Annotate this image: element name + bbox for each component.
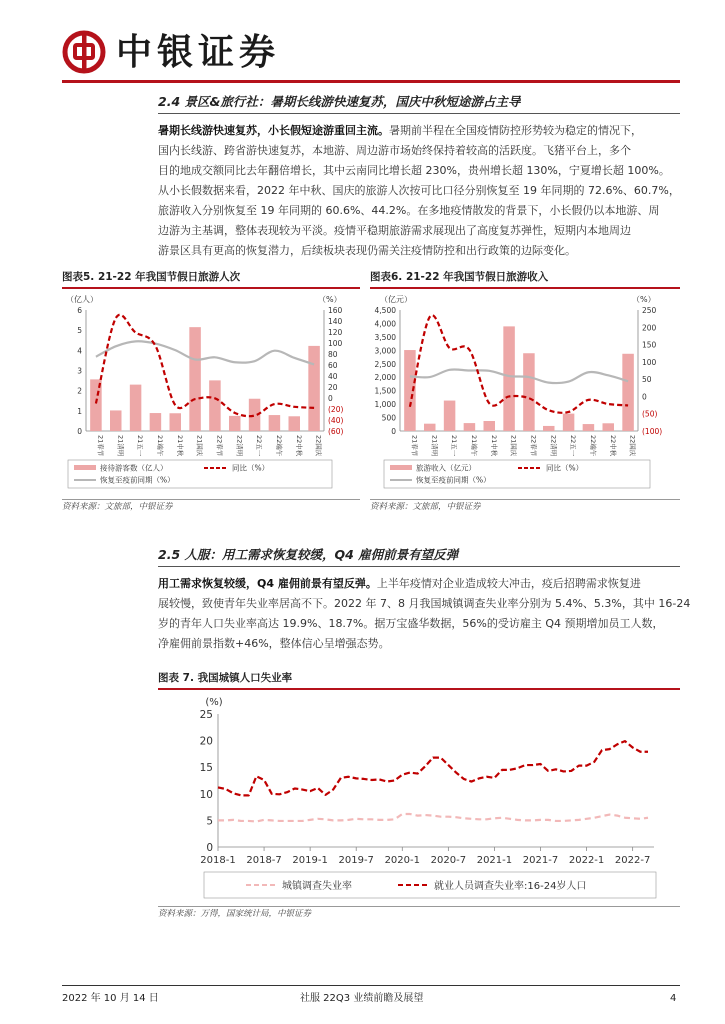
x-tick-label: 2018-7 [246, 855, 282, 866]
y-tick-label: 5 [206, 815, 213, 828]
y-tick-label: 15 [199, 762, 213, 775]
category-label: 22中秋 [294, 435, 303, 457]
left-tick-label: 2,500 [374, 359, 396, 369]
left-tick-label: 3,500 [374, 332, 396, 342]
youth-unemployment-line [218, 741, 648, 795]
category-label: 22五一 [569, 435, 578, 457]
right-tick-label: (100) [642, 427, 663, 436]
bar-22春节 [523, 353, 535, 431]
right-tick-label: (50) [642, 409, 658, 419]
page-number: 4 [670, 993, 677, 1004]
legend-recovery-label: 恢复至疫前同期（%） [416, 475, 491, 485]
legend-bar-swatch [74, 465, 96, 470]
y-tick-label: 25 [199, 709, 213, 721]
right-tick-label: 100 [328, 339, 343, 348]
category-label: 22五一 [255, 435, 264, 457]
left-tick-label: 2 [77, 386, 82, 396]
x-tick-label: 2020-7 [430, 855, 467, 866]
left-tick-label: 500 [381, 413, 396, 423]
left-tick-label: 1 [77, 406, 82, 416]
right-axis-unit: （%） [318, 295, 342, 304]
bar-22中秋 [602, 423, 614, 431]
left-tick-label: 0 [391, 427, 396, 436]
figure-5-source: 资料来源：文旅部，中银证券 [62, 502, 173, 512]
y-axis-unit: (%) [205, 697, 223, 708]
right-tick-label: 0 [642, 392, 647, 402]
bar-21国庆 [503, 326, 515, 431]
bar-21端午 [150, 413, 162, 431]
recovery-line [96, 341, 314, 364]
x-tick-label: 2021-1 [476, 855, 513, 866]
category-label: 21清明 [116, 435, 125, 457]
category-label: 21端午 [155, 435, 164, 457]
category-label: 21春节 [96, 435, 105, 457]
left-tick-label: 3,000 [374, 346, 396, 356]
footer-title: 社服 22Q3 业绩前瞻及展望 [300, 993, 424, 1004]
left-tick-label: 5 [77, 326, 82, 336]
section-2-4-body: 暑期长线游快速复苏，小长假短途游重回主流。暑期前半程在全国疫情防控形势较为稳定的情况下， 国内长线游、跨省游快速复苏，本地游、周边游市场始终保持着较高的活跃度。飞猪平台上，多个 目的地成交额同比去年翻倍增长，其中云南同比增长超 230%，贵州增长超 130%，宁夏增长超 100%。 从小长假数据来看，2022 年中秋、国庆的旅游人次按可比口径分别恢复至 19 年同期的 72.6%、60.7%， 旅游收入分别恢复至 19 年同期的 60.6%、44.2%。在多地疫情散发的背景下，小长假仍以本地游、周 边游为主基调，整体表现较为平淡。疫情平稳期旅游需求展现出了高度复苏弹性，短期内本地周边 游景区具有更高的恢复潜力，后续板块表现仍需关注疫情防控和出行政策的边际变化。 [158, 124, 680, 257]
category-label: 21中秋 [489, 435, 498, 457]
right-tick-label: 160 [328, 306, 343, 315]
right-tick-label: 150 [642, 340, 657, 350]
category-label: 21清明 [430, 435, 439, 457]
category-label: 21端午 [469, 435, 478, 457]
right-tick-label: 80 [328, 350, 338, 359]
header-rule [62, 80, 680, 83]
legend-bar-label: 接待游客数（亿人） [100, 463, 168, 473]
legend-youth-label: 就业人员调查失业率:16-24岁人口 [434, 881, 587, 892]
x-tick-label: 2019-1 [292, 855, 328, 866]
left-tick-label: 1,000 [374, 400, 396, 410]
legend-yoy-label: 同比（%） [232, 463, 270, 473]
category-label: 22清明 [235, 435, 244, 457]
y-tick-label: 20 [199, 735, 213, 748]
footer-rule [62, 985, 680, 986]
section-title-2-5: 2.5 人服：用工需求恢复较缓，Q4 雇佣前景有望反弹 [158, 547, 459, 562]
right-tick-label: (60) [328, 427, 344, 436]
category-label: 22国庆 [314, 435, 323, 457]
right-tick-label: (20) [328, 405, 344, 414]
section-2-5-body: 用工需求恢复较缓，Q4 雇佣前景有望反弹。上半年疫情对企业造成较大冲击，疫后招聘需求恢复进 展较慢，致使青年失业率居高不下。2022 年 7、8 月我国城镇调查失业率分别为 5.4%、5.3%，其中 16-24 岁的青年人口失业率高达 19.9%、18.7%。据万宝盛华数据，56%的受访雇主 Q4 预期增加员工人数， 净雇佣前景指数+46%，整体信心呈增强态势。 [158, 577, 691, 650]
right-tick-label: 100 [642, 357, 657, 367]
y-tick-label: 10 [199, 788, 213, 801]
section-2-5-lead: 用工需求恢复较缓，Q4 雇佣前景有望反弹。 [158, 577, 377, 590]
section-rule [158, 113, 680, 114]
left-tick-label: 4 [77, 346, 82, 356]
bar-22清明 [543, 426, 555, 431]
right-tick-label: 50 [642, 375, 652, 385]
figure-5-rule [62, 287, 360, 289]
right-tick-label: (40) [328, 416, 344, 425]
figure-6-chart [370, 291, 680, 496]
category-label: 21五一 [450, 435, 459, 457]
category-label: 21中秋 [175, 435, 184, 457]
bar-21五一 [444, 401, 456, 431]
figure-7-source: 资料来源：万得，国家统计局，中银证券 [158, 909, 312, 919]
category-label: 22端午 [274, 435, 283, 457]
category-label: 22春节 [529, 435, 538, 457]
section-title-2-4: 2.4 景区&旅行社：暑期长线游快速复苏，国庆中秋短途游占主导 [158, 94, 521, 109]
legend-bar-label: 旅游收入（亿元） [416, 463, 476, 473]
figure-6-source: 资料来源：文旅部，中银证券 [370, 502, 481, 512]
category-label: 21五一 [136, 435, 145, 457]
section-2-4-lead: 暑期长线游快速复苏，小长假短途游重回主流。 [158, 124, 389, 137]
bar-21清明 [424, 424, 436, 431]
left-tick-label: 4,000 [374, 319, 396, 329]
bar-22春节 [209, 380, 221, 431]
x-tick-label: 2018-1 [200, 855, 236, 866]
x-tick-label: 2021-7 [522, 855, 559, 866]
y-tick-label: 0 [206, 842, 213, 854]
left-tick-label: 2,000 [374, 373, 396, 383]
category-label: 22清明 [549, 435, 558, 457]
x-tick-label: 2019-7 [338, 855, 374, 866]
category-label: 22端午 [588, 435, 597, 457]
figure-6-title: 图表6. 21-22 年我国节假日旅游收入 [370, 271, 549, 283]
bar-22清明 [229, 416, 241, 431]
figure-6-rule [370, 287, 680, 289]
yoy-line [410, 315, 628, 413]
left-tick-label: 6 [77, 306, 82, 315]
brand-name: 中银证券 [116, 31, 281, 73]
bar-21五一 [130, 385, 142, 431]
figure-7-title: 图表 7. 我国城镇人口失业率 [158, 672, 293, 684]
figure-7-chart [158, 692, 680, 904]
right-tick-label: 120 [328, 328, 343, 337]
right-tick-label: 250 [642, 306, 657, 315]
left-tick-label: 3 [77, 366, 82, 376]
bar-21清明 [110, 410, 122, 431]
left-tick-label: 1,500 [374, 386, 396, 396]
category-label: 22国庆 [628, 435, 637, 457]
category-label: 21国庆 [195, 435, 204, 457]
right-tick-label: 200 [642, 323, 657, 333]
recovery-line [410, 369, 628, 383]
left-tick-label: 0 [77, 427, 82, 436]
section-rule [158, 566, 680, 567]
right-tick-label: 140 [328, 317, 343, 326]
category-label: 22中秋 [608, 435, 617, 457]
legend-urban-label: 城镇调查失业率 [282, 881, 352, 892]
category-label: 21春节 [410, 435, 419, 457]
footer-date: 2022 年 10 月 14 日 [62, 993, 159, 1004]
urban-unemployment-line [218, 814, 648, 821]
yoy-line [96, 315, 314, 416]
right-tick-label: 40 [328, 372, 338, 381]
bar-22国庆 [622, 354, 634, 431]
left-tick-label: 4,500 [374, 306, 396, 315]
bar-21中秋 [169, 413, 181, 431]
left-axis-unit: （亿人） [66, 295, 98, 304]
bar-22五一 [563, 414, 575, 431]
category-label: 21国庆 [509, 435, 518, 457]
figure-7-rule [158, 688, 680, 690]
legend-yoy-label: 同比（%） [546, 463, 584, 473]
category-label: 22春节 [215, 435, 224, 457]
right-axis-unit: （%） [632, 295, 656, 304]
bank-of-china-logo-icon [62, 30, 106, 74]
right-tick-label: 0 [328, 394, 333, 403]
legend-recovery-label: 恢复至疫前同期（%） [100, 475, 175, 485]
bar-22中秋 [288, 416, 300, 431]
x-tick-label: 2020-1 [384, 855, 420, 866]
bar-21中秋 [483, 421, 495, 431]
right-tick-label: 60 [328, 361, 338, 370]
right-tick-label: 20 [328, 383, 338, 392]
legend-bar-swatch [390, 465, 412, 470]
bar-22端午 [583, 424, 595, 431]
x-tick-label: 2022-1 [568, 855, 605, 866]
bar-21国庆 [189, 327, 201, 431]
left-axis-unit: （亿元） [380, 295, 412, 304]
bar-22国庆 [308, 346, 320, 431]
figure-5-title: 图表5. 21-22 年我国节假日旅游人次 [62, 271, 241, 283]
figure-5-chart [62, 291, 360, 496]
bar-22端午 [269, 415, 281, 431]
bar-21端午 [464, 423, 476, 431]
x-tick-label: 2022-7 [614, 855, 651, 866]
